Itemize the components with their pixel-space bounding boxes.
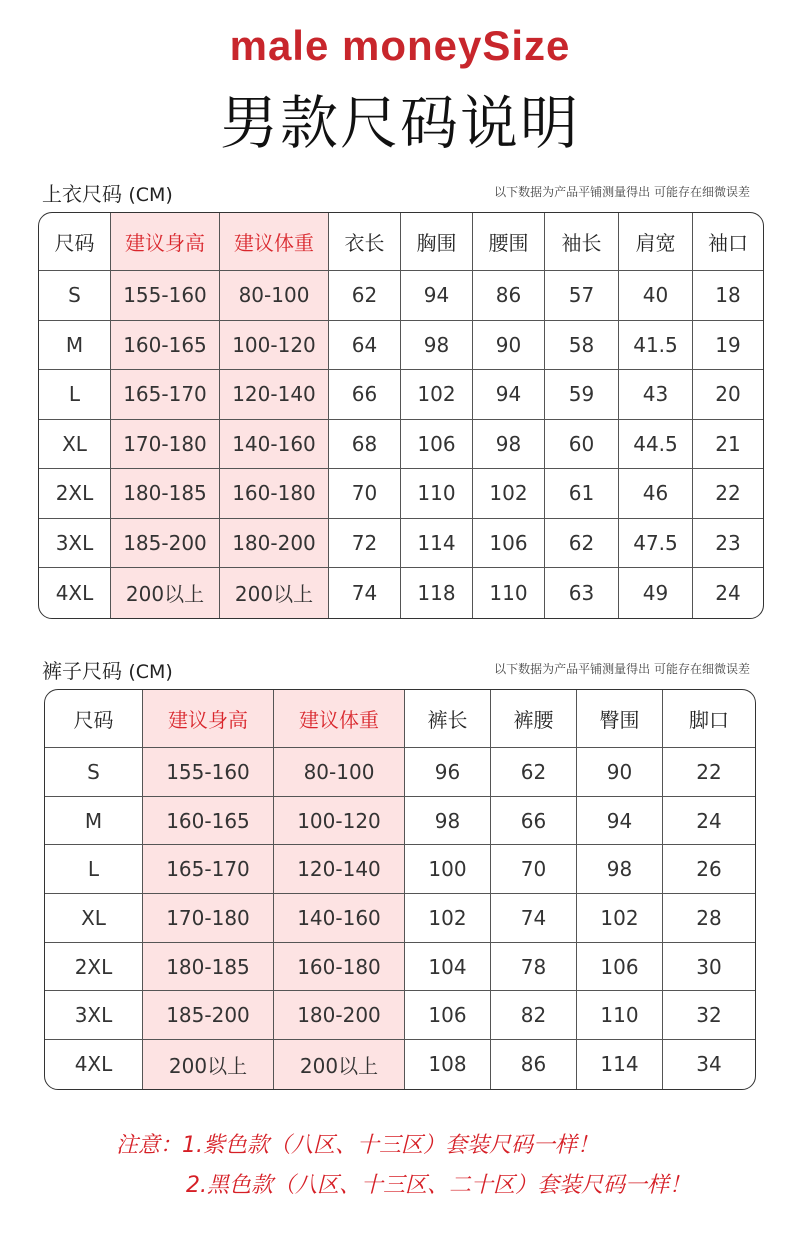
- top-table-cell: 22: [693, 469, 763, 519]
- top-table-cell: 57: [545, 271, 619, 321]
- note-line-2: 2.黑色款（八区、十三区、二十区）套装尺码一样！: [186, 1173, 691, 1198]
- pants-table-cell: 96: [405, 748, 491, 797]
- pants-table-header-cell: 裤腰: [491, 690, 577, 748]
- pants-section-note: 以下数据为产品平铺测量得出 可能存在细微误差: [494, 662, 750, 676]
- pants-table-cell: 160-180: [274, 943, 405, 992]
- pants-table-cell: 24: [663, 797, 755, 846]
- pants-table-cell: 102: [405, 894, 491, 943]
- top-table-cell: 62: [329, 271, 401, 321]
- top-table-cell: 106: [401, 420, 473, 470]
- pants-section-unit: (CM): [128, 661, 173, 683]
- top-table-cell: 74: [329, 568, 401, 618]
- top-table-cell: 100-120: [220, 321, 329, 371]
- pants-table-row: [45, 991, 755, 1040]
- top-table-cell: 94: [473, 370, 545, 420]
- top-table-row: [39, 519, 763, 569]
- top-table-cell: 140-160: [220, 420, 329, 470]
- top-table-cell: 59: [545, 370, 619, 420]
- title-en: male moneySize: [229, 22, 571, 69]
- top-table-cell: 4XL: [39, 568, 111, 618]
- pants-table-cell: 200以上: [274, 1040, 405, 1089]
- pants-table-cell: 200以上: [143, 1040, 274, 1089]
- top-table-cell: 90: [473, 321, 545, 371]
- top-table-cell: 180-185: [111, 469, 220, 519]
- top-table-cell: 61: [545, 469, 619, 519]
- pants-table-cell: 26: [663, 845, 755, 894]
- top-table-cell: 72: [329, 519, 401, 569]
- top-table-cell: 63: [545, 568, 619, 618]
- pants-table-cell: 34: [696, 1052, 722, 1077]
- top-table-header-cell: 袖长: [545, 213, 619, 271]
- top-table-cell: 70: [329, 469, 401, 519]
- top-section-header: [42, 178, 762, 208]
- pants-table-cell: 106: [405, 991, 491, 1040]
- top-table-cell: 58: [545, 321, 619, 371]
- pants-table-cell: 30: [663, 943, 755, 992]
- top-table-header-cell: 袖口: [693, 213, 763, 271]
- top-table-header-cell: 衣长: [329, 213, 401, 271]
- pants-table-cell: 110: [577, 991, 663, 1040]
- top-table-cell: 185-200: [111, 519, 220, 569]
- pants-table-cell: 32: [663, 991, 755, 1040]
- top-table-cell: 102: [473, 469, 545, 519]
- pants-table-cell: 155-160: [143, 748, 274, 797]
- title-cn: 男款尺码说明: [219, 89, 580, 157]
- top-table-cell: 170-180: [111, 420, 220, 470]
- pants-table-cell: 180-185: [143, 943, 274, 992]
- pants-table-cell: 98: [405, 797, 491, 846]
- pants-table-cell: 98: [577, 845, 663, 894]
- pants-table-cell: 165-170: [143, 845, 274, 894]
- top-table-row: [39, 568, 763, 618]
- pants-section-title-text: 裤子尺码: [42, 659, 122, 683]
- top-table-cell: 18: [693, 271, 763, 321]
- top-table-cell: 200以上: [111, 568, 220, 618]
- top-table-cell: 118: [401, 568, 473, 618]
- pants-table-cell: 100-120: [274, 797, 405, 846]
- top-table-cell: 160-180: [220, 469, 329, 519]
- pants-table-row: [45, 894, 755, 943]
- pants-table-row: [45, 943, 755, 992]
- pants-table-cell: 82: [491, 991, 577, 1040]
- top-table-cell: 98: [473, 420, 545, 470]
- top-table-cell: 44.5: [619, 420, 693, 470]
- pants-table-row: [45, 797, 755, 846]
- pants-table-header-cell: 建议体重: [274, 690, 405, 748]
- top-table-cell: 47.5: [619, 519, 693, 569]
- top-table-cell: 41.5: [619, 321, 693, 371]
- top-table-cell: 120-140: [220, 370, 329, 420]
- pants-table-cell: XL: [45, 894, 143, 943]
- top-table-cell: 43: [619, 370, 693, 420]
- top-table-header-cell: 腰围: [473, 213, 545, 271]
- pants-table-cell: M: [45, 797, 143, 846]
- pants-table-cell: L: [45, 845, 143, 894]
- top-table-cell: 165-170: [111, 370, 220, 420]
- pants-table-row: [45, 748, 755, 797]
- top-table-cell: 66: [329, 370, 401, 420]
- pants-table-cell: 104: [405, 943, 491, 992]
- top-table-row: [39, 271, 763, 321]
- pants-table-cell: 106: [577, 943, 663, 992]
- pants-section-title: [42, 655, 173, 684]
- pants-table-cell: 160-165: [143, 797, 274, 846]
- top-table-row: [39, 469, 763, 519]
- top-table-cell: 49: [619, 568, 693, 618]
- top-table-cell: 24: [715, 580, 741, 605]
- top-table-header-cell: 建议身高: [111, 213, 220, 271]
- pants-table-header-cell: 臀围: [577, 690, 663, 748]
- top-table-cell: 114: [401, 519, 473, 569]
- top-table-cell: 98: [401, 321, 473, 371]
- top-table-cell: 110: [401, 469, 473, 519]
- top-table-cell: 160-165: [111, 321, 220, 371]
- pants-table-cell: 66: [491, 797, 577, 846]
- top-table-row: [39, 420, 763, 470]
- top-table-cell: 80-100: [220, 271, 329, 321]
- pants-table-cell: 140-160: [274, 894, 405, 943]
- top-table-cell: 110: [473, 568, 545, 618]
- pants-size-table: [44, 689, 756, 1090]
- top-table-cell: 106: [473, 519, 545, 569]
- top-table-header-cell: 尺码: [39, 213, 111, 271]
- top-table-cell: M: [39, 321, 111, 371]
- note-line-1: 注意：1.紫色款（八区、十三区）套装尺码一样！: [116, 1133, 599, 1158]
- pants-section-header: [42, 655, 762, 685]
- top-table-cell: 19: [693, 321, 763, 371]
- top-size-table: [38, 212, 764, 619]
- pants-table-header-cell: 建议身高: [143, 690, 274, 748]
- pants-table-cell: 3XL: [45, 991, 143, 1040]
- pants-table-cell: 74: [491, 894, 577, 943]
- pants-table-cell: 90: [577, 748, 663, 797]
- pants-table-cell: 94: [577, 797, 663, 846]
- top-table-cell: 2XL: [39, 469, 111, 519]
- top-table-cell: 40: [619, 271, 693, 321]
- pants-table-header-cell: 尺码: [45, 690, 143, 748]
- top-table-cell: XL: [39, 420, 111, 470]
- pants-table-cell: 70: [491, 845, 577, 894]
- top-table-cell: 200以上: [220, 568, 329, 618]
- pants-table-cell: 62: [491, 748, 577, 797]
- pants-table-cell: S: [45, 748, 143, 797]
- pants-table-header-row: [45, 690, 755, 748]
- top-table-cell: 68: [329, 420, 401, 470]
- top-section-unit: (CM): [128, 184, 173, 206]
- top-table-cell: 21: [693, 420, 763, 470]
- top-table-cell: S: [39, 271, 111, 321]
- top-table-cell: 180-200: [220, 519, 329, 569]
- top-table-cell: 3XL: [39, 519, 111, 569]
- pants-table-cell: 102: [577, 894, 663, 943]
- pants-table-cell: 100: [405, 845, 491, 894]
- pants-table-cell: 114: [577, 1040, 663, 1089]
- top-table-cell: 155-160: [111, 271, 220, 321]
- top-table-cell: L: [39, 370, 111, 420]
- pants-table-row: [45, 845, 755, 894]
- pants-table-cell: 120-140: [274, 845, 405, 894]
- pants-table-cell: 28: [663, 894, 755, 943]
- top-table-cell: 23: [693, 519, 763, 569]
- pants-table-cell: 78: [491, 943, 577, 992]
- top-section-title: [42, 178, 173, 207]
- top-table-cell: 60: [545, 420, 619, 470]
- top-table-cell: 64: [329, 321, 401, 371]
- pants-table-header-cell: 裤长: [405, 690, 491, 748]
- pants-table-cell: 108: [405, 1040, 491, 1089]
- top-table-cell: 20: [693, 370, 763, 420]
- top-table-cell: 102: [401, 370, 473, 420]
- pants-table-cell: 4XL: [45, 1040, 143, 1089]
- pants-table-row: [45, 1040, 755, 1089]
- pants-table-header-cell: 脚口: [663, 690, 755, 748]
- top-table-row: [39, 370, 763, 420]
- top-table-header-row: [39, 213, 763, 271]
- pants-table-cell: 86: [491, 1040, 577, 1089]
- top-table-cell: 62: [545, 519, 619, 569]
- pants-table-cell: 2XL: [45, 943, 143, 992]
- pants-table-cell: 185-200: [143, 991, 274, 1040]
- top-table-cell: 94: [401, 271, 473, 321]
- pants-table-cell: 170-180: [143, 894, 274, 943]
- pants-table-cell: 80-100: [274, 748, 405, 797]
- pants-table-cell: 22: [663, 748, 755, 797]
- top-table-header-cell: 胸围: [401, 213, 473, 271]
- top-table-cell: 46: [619, 469, 693, 519]
- top-table-cell: 86: [473, 271, 545, 321]
- top-section-title-text: 上衣尺码: [42, 182, 122, 206]
- top-section-note: 以下数据为产品平铺测量得出 可能存在细微误差: [494, 185, 750, 199]
- top-table-header-cell: 肩宽: [619, 213, 693, 271]
- top-table-header-cell: 建议体重: [220, 213, 329, 271]
- top-table-row: [39, 321, 763, 371]
- pants-table-cell: 180-200: [274, 991, 405, 1040]
